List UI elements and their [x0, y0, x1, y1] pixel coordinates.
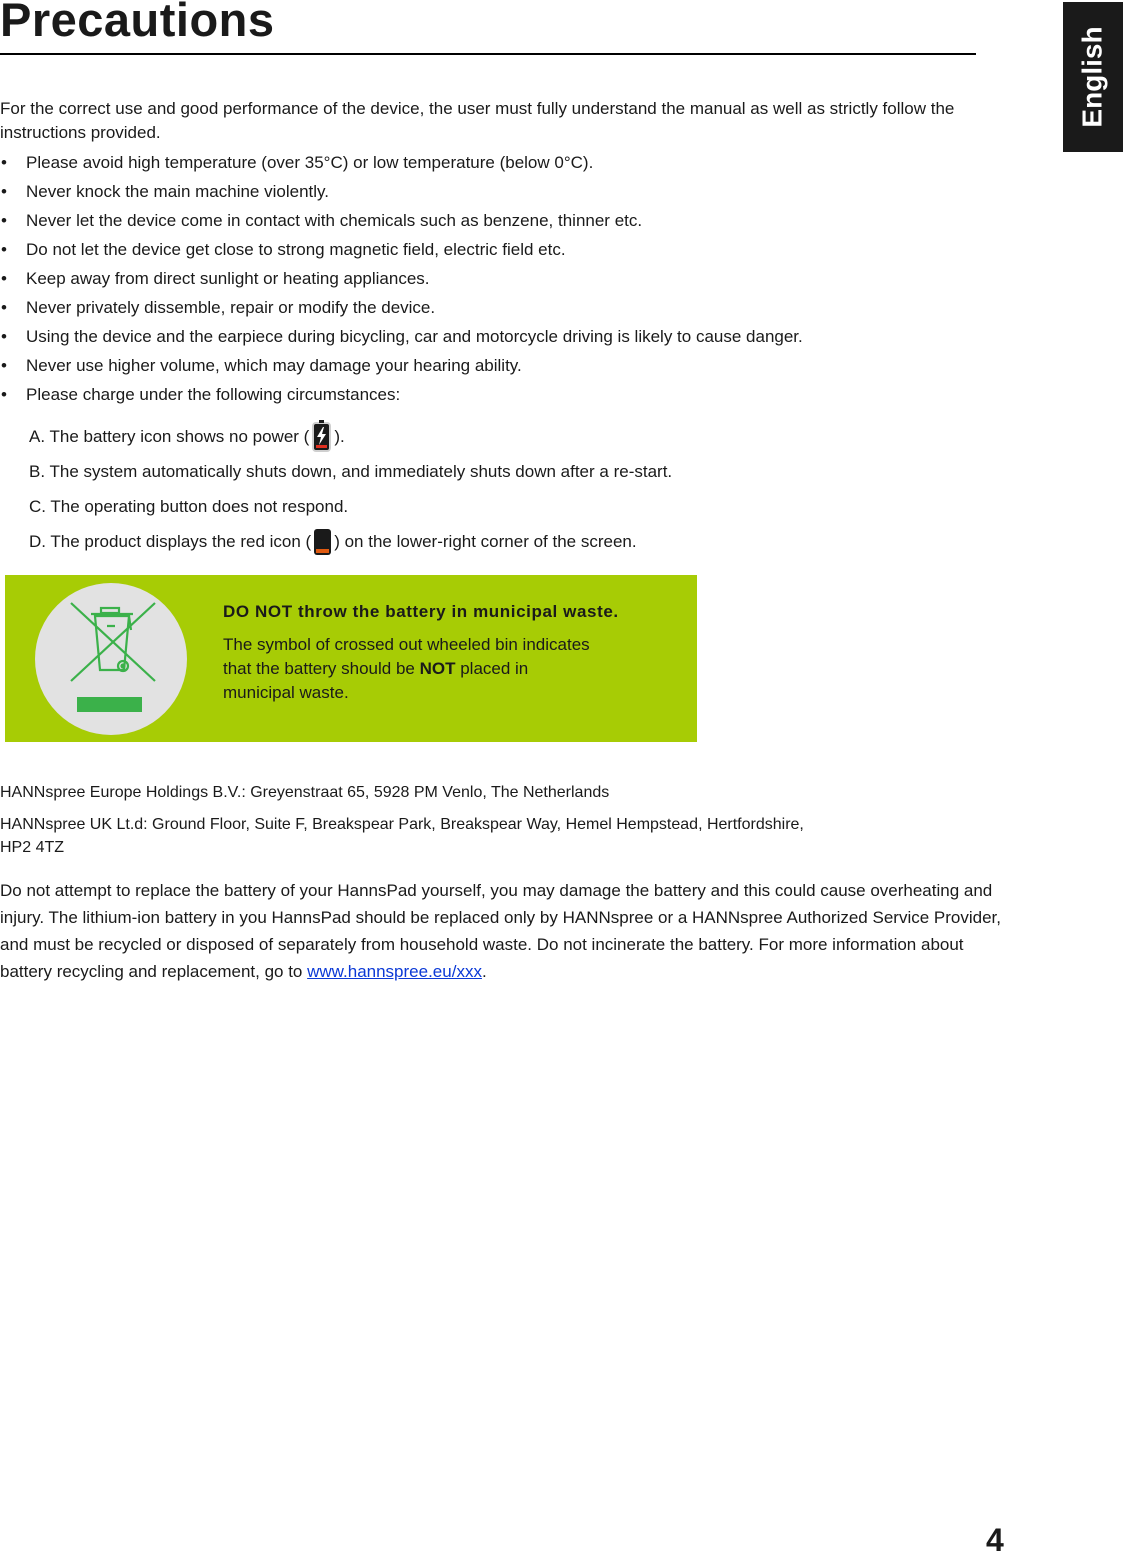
precaution-list	[0, 148, 803, 409]
list-item: • Do not let the device get close to strong magnetic field, electric field etc.	[0, 235, 803, 264]
address-europe: HANNspree Europe Holdings B.V.: Greyenstraat 65, 5928 PM Venlo, The Netherlands	[0, 784, 610, 801]
closing-paragraph: Do not attempt to replace the battery of your HannsPad yourself, you may damage the battery and this could cause overheating and injury. The lithium-ion battery in you HannsPad should be replaced only by HANNspree or a HANNspree Authorized Service Provider, and must be recycled or disposed of separately from household waste. Do not incinerate the battery. For more information about battery recycling and replacement, go to www.hannspree.eu/xxx.	[0, 881, 1001, 981]
charge-condition-a-end: ).	[334, 427, 345, 446]
charge-condition-d-end: ) on the lower-right corner of the screen.	[334, 532, 637, 551]
notice-text: The symbol of crossed out wheeled bin indicates that the battery should be NOT placed in municipal waste.	[223, 635, 590, 702]
address-uk: HANNspree UK Lt.d: Ground Floor, Suite F, Breakspear Park, Breakspear Way, Hemel Hempstead, Hertfordshire, HP2 4TZ	[0, 816, 804, 856]
list-item: • Never privately dissemble, repair or modify the device.	[0, 293, 803, 322]
list-item: • Please avoid high temperature (over 35°C) or low temperature (below 0°C).	[0, 148, 803, 177]
battery-charging-icon	[312, 422, 331, 452]
charge-condition-d	[29, 524, 672, 559]
battery-disposal-notice	[5, 575, 697, 742]
battery-low-icon	[314, 529, 331, 555]
list-item: • Please charge under the following circumstances:	[0, 380, 803, 409]
list-item: • Using the device and the earpiece during bicycling, car and motorcycle driving is likely to cause danger.	[0, 322, 803, 351]
charge-condition-d-text: D. The product displays the red icon (	[29, 532, 312, 551]
language-tab-label: English	[1077, 26, 1108, 128]
weee-bin-icon	[35, 583, 187, 735]
page-title: Precautions	[0, 0, 275, 46]
intro-paragraph: For the correct use and good performance of the device, the user must fully understand the manual as well as strictly follow the instructions provided.	[0, 99, 955, 142]
list-item: • Never use higher volume, which may damage your hearing ability.	[0, 351, 803, 380]
charge-condition-b: B. The system automatically shuts down, and immediately shuts down after a re-start.	[29, 462, 673, 481]
page-number: 4	[986, 1522, 1004, 1558]
list-item: • Never knock the main machine violently.	[0, 177, 803, 206]
charge-condition-a	[29, 419, 672, 454]
charge-condition-c: C. The operating button does not respond.	[29, 497, 349, 516]
list-item: • Keep away from direct sunlight or heating appliances.	[0, 264, 803, 293]
charge-conditions-list	[29, 419, 672, 559]
title-divider	[0, 53, 976, 55]
charge-condition-a-text: A. The battery icon shows no power (	[29, 427, 310, 446]
list-item: • Never let the device come in contact with chemicals such as benzene, thinner etc.	[0, 206, 803, 235]
recycling-info-link[interactable]: www.hannspree.eu/xxx	[307, 962, 482, 981]
language-tab	[1063, 2, 1123, 152]
notice-heading: DO NOT throw the battery in municipal waste.	[223, 602, 619, 621]
